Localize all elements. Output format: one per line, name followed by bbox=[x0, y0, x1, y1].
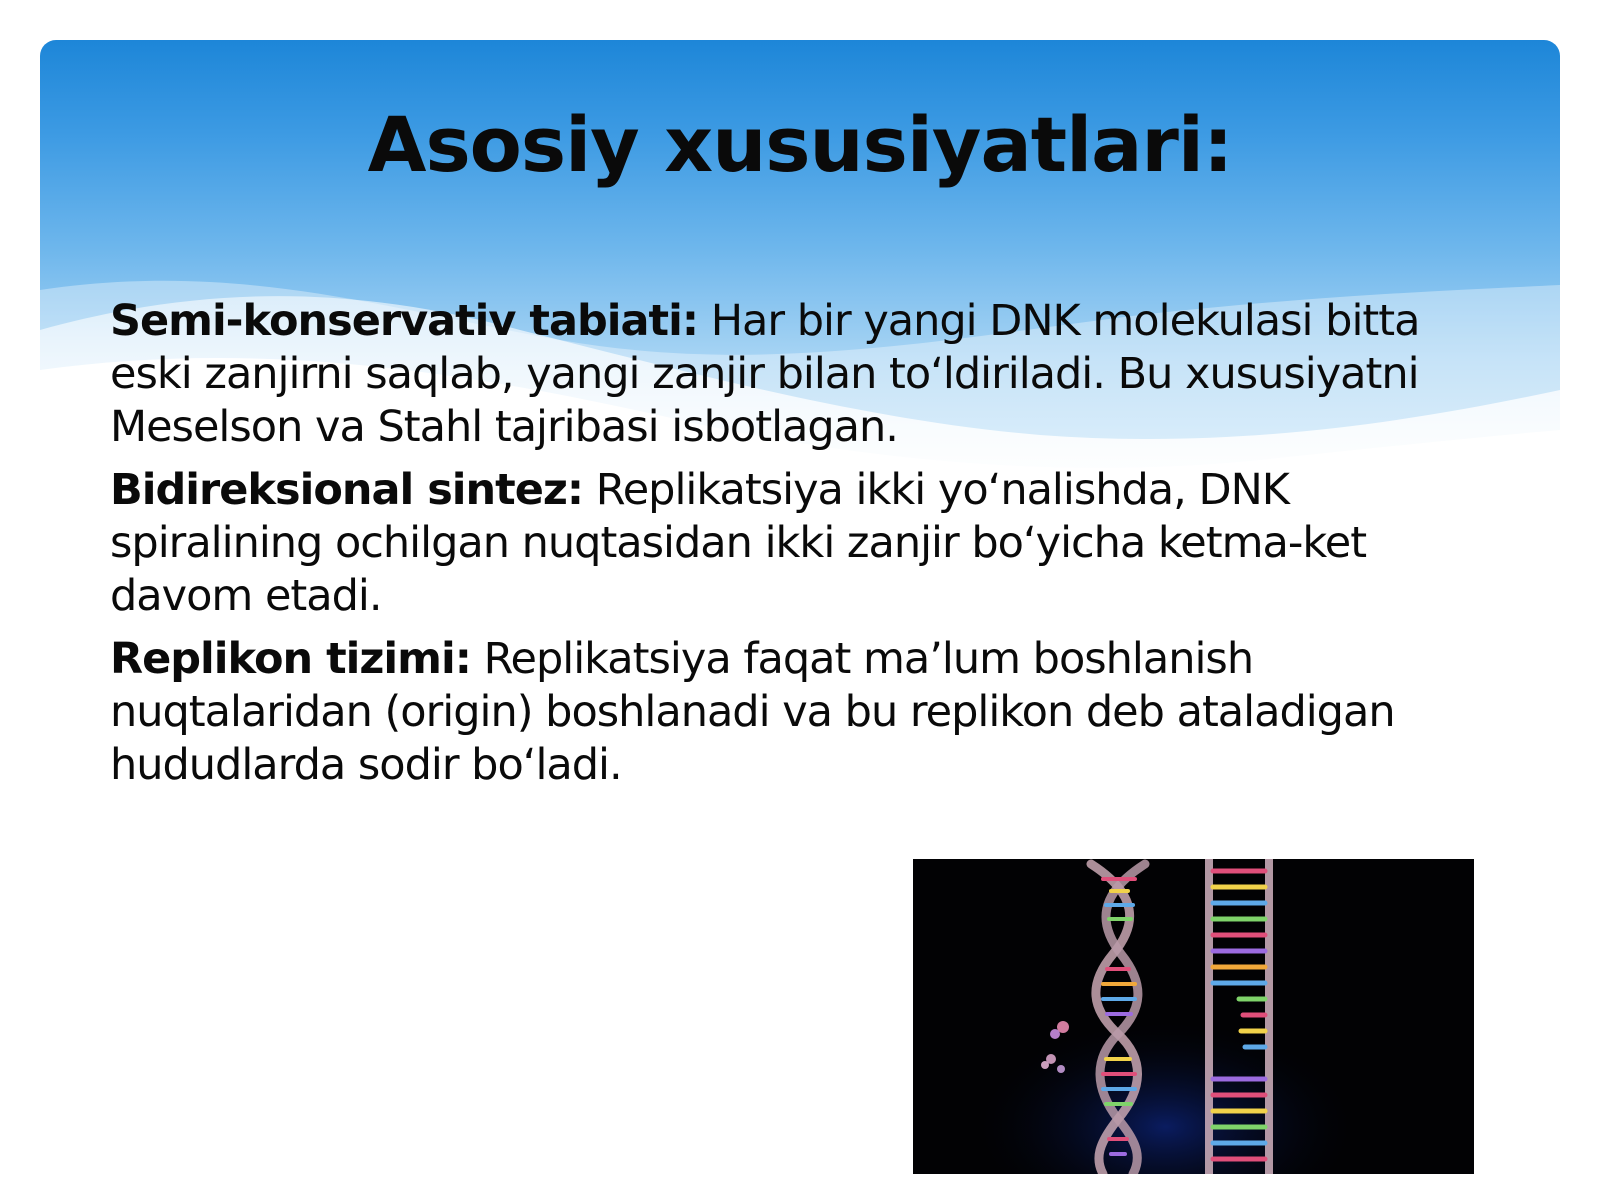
paragraph-term: Semi-konservativ tabiati: bbox=[110, 296, 699, 346]
dna-replication-image bbox=[913, 859, 1474, 1174]
slide-title: Asosiy xususiyatlari: bbox=[367, 100, 1233, 189]
paragraph-text: Replikatsiya ikki yo‘nalishda, DNK spiralining ochilgan nuqtasidan ikki zanjir bo‘yicha ketma-ket davom etadi. bbox=[110, 465, 1367, 621]
dna-helix-illustration bbox=[913, 859, 1474, 1174]
paragraph-replicon bbox=[110, 633, 1440, 792]
paragraph-semi-conservative bbox=[110, 295, 1440, 454]
paragraph-text: Replikatsiya faqat ma’lum boshlanish nuqtalaridan (origin) boshlanadi va bu replikon deb ataladigan hududlarda sodir bo‘ladi. bbox=[110, 634, 1395, 790]
slide-body bbox=[110, 295, 1440, 802]
paragraph-term: Replikon tizimi: bbox=[110, 634, 471, 684]
paragraph-bidirectional bbox=[110, 464, 1440, 623]
paragraph-term: Bidireksional sintez: bbox=[110, 465, 584, 515]
paragraph-text: Har bir yangi DNK molekulasi bitta eski zanjirni saqlab, yangi zanjir bilan to‘ldiriladi. Bu xususiyatni Meselson va Stahl tajribasi isbotlagan. bbox=[110, 296, 1420, 452]
